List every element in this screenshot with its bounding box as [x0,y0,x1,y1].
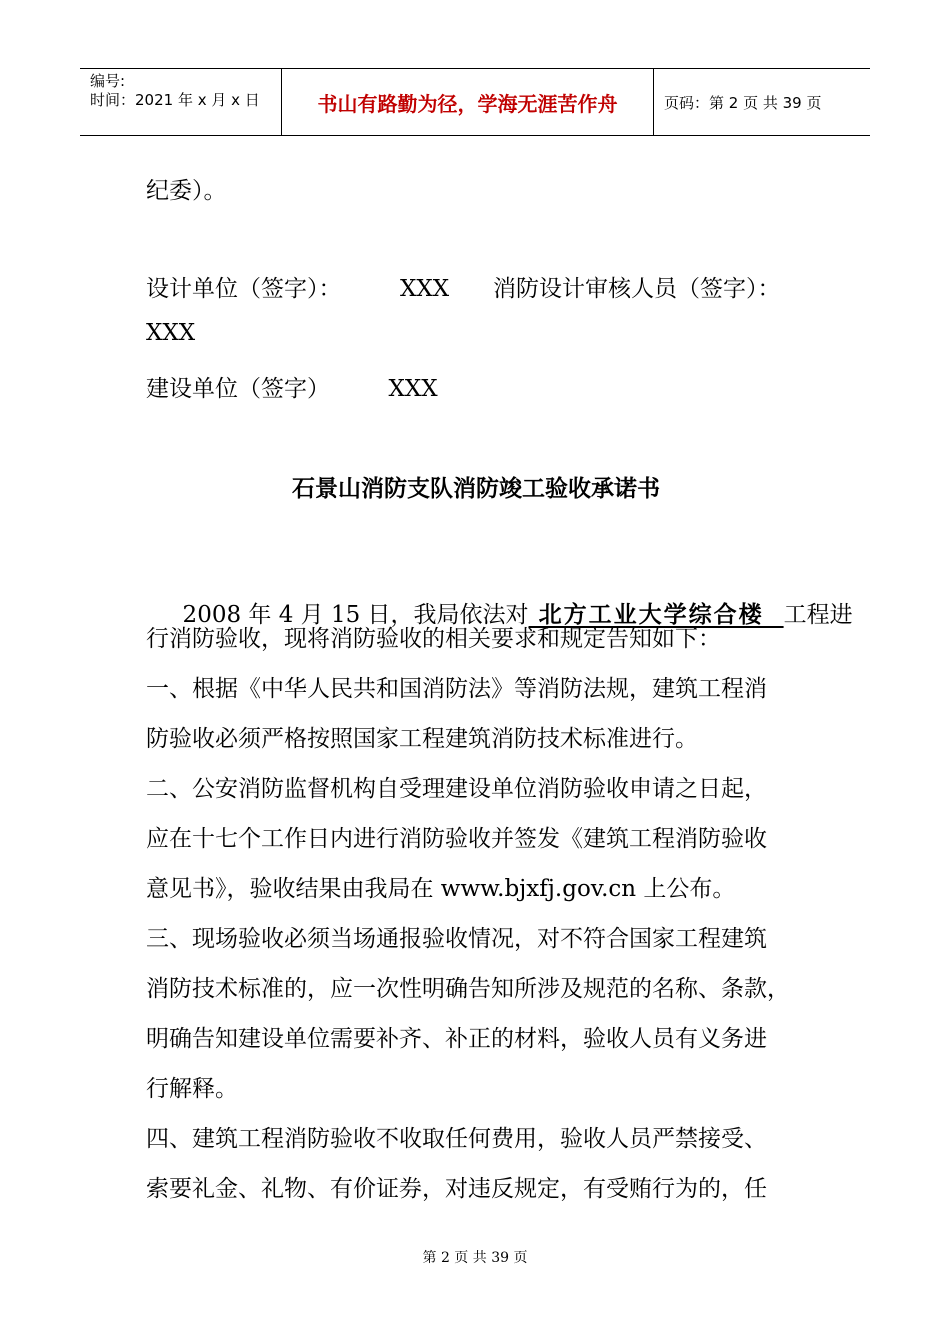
project-name: 北方工业大学综合楼 [528,601,784,628]
paragraph-suffix: 工程进 [783,602,853,628]
design-signature-line: 设计单位（签字）： XXX 消防设计审核人员（签字）： [146,276,781,302]
paragraph-line: 防验收必须严格按照国家工程建筑消防技术标准进行。 [146,726,698,752]
document-title: 石景山消防支队消防竣工验收承诺书 [292,475,660,502]
paragraph-line: 四、建筑工程消防验收不收取任何费用，验收人员严禁接受、 [146,1126,767,1152]
paragraph-line: 一、根据《中华人民共和国消防法》等消防法规，建筑工程消 [146,676,767,702]
paragraph-line: 应在十七个工作日内进行消防验收并签发《建筑工程消防验收 [146,826,767,852]
paragraph-line: 明确告知建设单位需要补齐、补正的材料，验收人员有义务进 [146,1026,767,1052]
design-signature-value: XXX [146,320,196,346]
doc-number-label: 编号: [90,72,126,90]
header-motto: 书山有路勤为径，学海无涯苦作舟 [282,69,654,135]
page-footer: 第 2 页 共 39 页 [422,1250,528,1266]
paragraph-line: 行消防验收，现将消防验收的相关要求和规定告知如下： [146,626,721,652]
header-meta [80,69,282,135]
header-page-info: 页码：第 2 页 共 39 页 [664,93,822,112]
body-line: 纪委）。 [146,178,227,204]
paragraph-line: 三、现场验收必须当场通报验收情况，对不符合国家工程建筑 [146,926,767,952]
build-signature-line: 建设单位（签字） XXX [146,376,438,402]
paragraph-prefix: 2008 年 4 月 15 日，我局依法对 [175,602,529,628]
paragraph-line: 意见书》，验收结果由我局在 www.bjxfj.gov.cn 上公布。 [146,876,736,902]
paragraph-line: 行解释。 [146,1076,238,1102]
paragraph-line: 消防技术标准的，应一次性明确告知所涉及规范的名称、条款， [146,976,790,1002]
page-header [80,68,870,136]
paragraph-line: 索要礼金、礼物、有价证券，对违反规定，有受贿行为的，任 [146,1176,767,1202]
doc-time-label: 时间：2021 年 x 月 x 日 [90,91,260,109]
paragraph-line: 二、公安消防监督机构自受理建设单位消防验收申请之日起， [146,776,767,802]
